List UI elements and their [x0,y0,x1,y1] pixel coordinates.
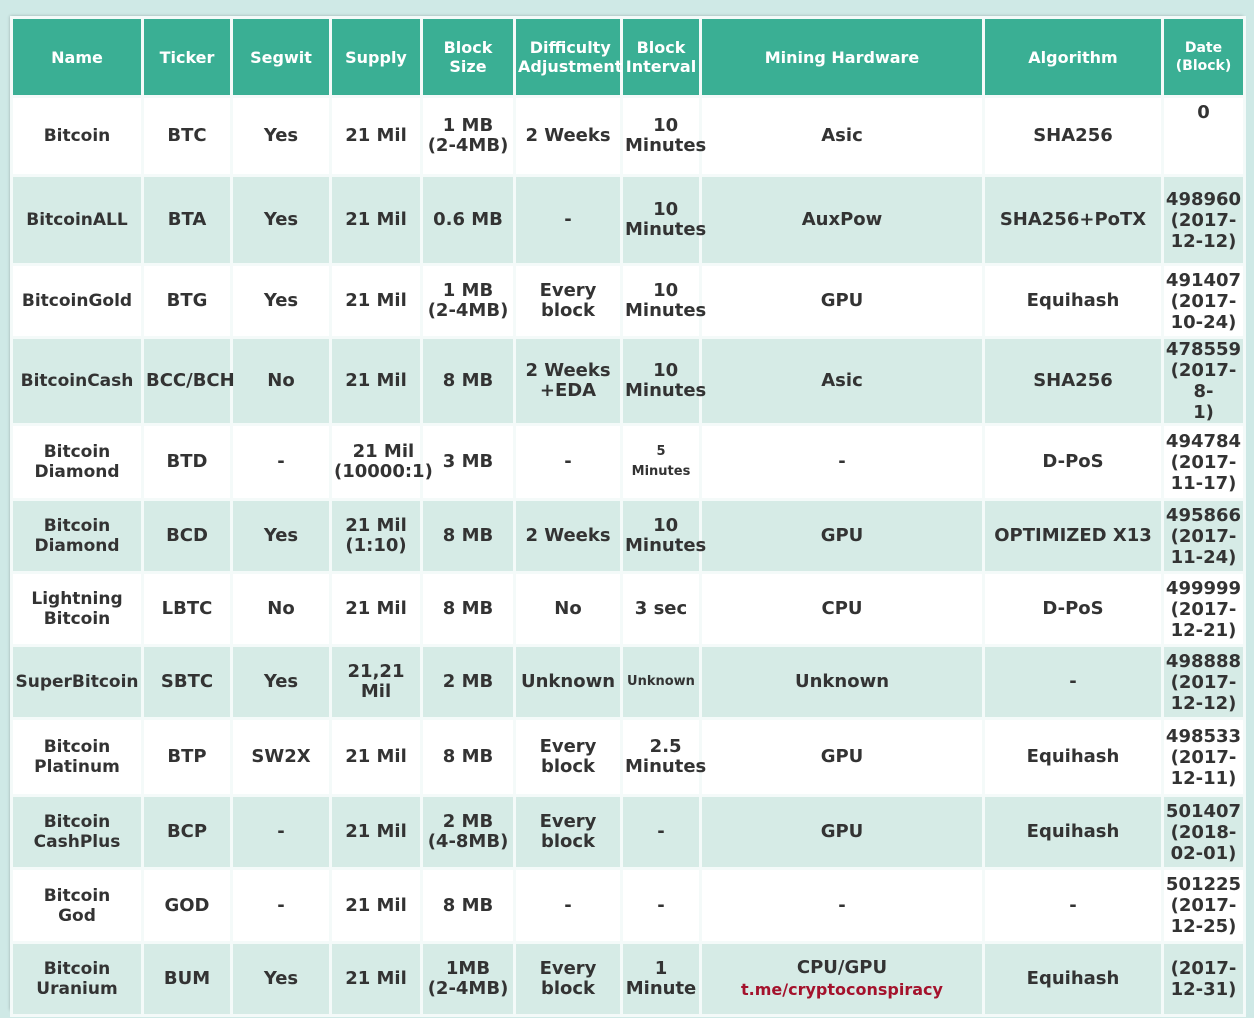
cell-date-block: 498533 (2017- 12-11) [1164,720,1243,794]
cell-block-interval: - [623,797,699,867]
cell-algorithm: D-PoS [985,426,1161,498]
cell-supply: 21 Mil [332,574,420,644]
table-row [13,720,1243,794]
cell-block-size: 2 MB [423,647,513,717]
cell-ticker: BTD [144,426,230,498]
cell-block-size: 2 MB (4-8MB) [423,797,513,867]
cell-date-block: 478559 (2017-8- 1) [1165,339,1242,423]
table-row [13,339,1243,423]
table-row [13,177,1243,263]
table-row [13,574,1243,644]
cell-block-interval: 1 Minute [623,944,699,1014]
cell-supply: 21 Mil (10000:1) [332,426,420,498]
header-supply: Supply [332,19,420,95]
table-frame [10,16,1243,1010]
cell-name: Bitcoin Uranium [13,944,141,1014]
bitcoin-forks-table [10,16,1246,1017]
cell-difficulty-adjustment: - [516,426,620,498]
cell-name: Bitcoin Platinum [13,720,141,794]
cell-difficulty-adjustment: Every block [516,266,620,336]
cell-mining-hardware: CPU [702,574,982,644]
cell-supply: 21 Mil [332,720,420,794]
cell-name: Bitcoin [13,98,141,174]
cell-ticker: BCD [144,501,230,571]
cell-block-interval: 3 sec [623,574,699,644]
cell-block-interval: 10 Minutes [623,177,699,263]
cell-difficulty-adjustment: Every block [516,797,620,867]
cell-segwit: - [233,797,329,867]
header-block-size: Block Size [423,19,513,95]
header-ticker: Ticker [144,19,230,95]
cell-segwit: Yes [233,501,329,571]
table-row [13,797,1243,867]
cell-mining-hardware: GPU [702,797,982,867]
cell-algorithm: - [985,647,1161,717]
cell-block-interval: 5 Minutes [623,426,699,498]
cell-block-size: 8 MB [423,501,513,571]
cell-algorithm: OPTIMIZED X13 [985,501,1161,571]
cell-algorithm: - [985,870,1161,941]
cell-ticker: BTC [144,98,230,174]
header-block-interval: Block Interval [623,19,699,95]
cell-mining-hardware: - [702,426,982,498]
table-row [13,501,1243,571]
cell-name: Bitcoin Diamond [13,426,141,498]
cell-date-block: 499999 (2017- 12-21) [1164,574,1243,644]
cell-mining-hardware: - [702,870,982,941]
header-segwit: Segwit [233,19,329,95]
cell-segwit: No [233,339,329,423]
cell-ticker: BUM [144,944,230,1014]
cell-block-interval: 10 Minutes [623,98,699,174]
cell-supply: 21 Mil [332,177,420,263]
header-row [13,19,1243,95]
cell-name: Lightning Bitcoin [13,574,141,644]
cell-segwit: - [233,870,329,941]
cell-date-block: (2017- 12-31) [1164,944,1243,1014]
cell-segwit: Yes [233,177,329,263]
cell-mining-hardware: Asic [702,339,982,423]
cell-algorithm: Equihash [985,720,1161,794]
cell-segwit: Yes [233,647,329,717]
cell-name: BitcoinALL [13,177,141,263]
header-algorithm: Algorithm [985,19,1161,95]
cell-supply: 21 Mil [332,339,420,423]
cell-algorithm: SHA256 [985,339,1161,423]
cell-difficulty-adjustment: Every block [516,944,620,1014]
header-date-block: Date (Block) [1164,19,1243,95]
cell-block-interval: 10 Minutes [623,339,699,423]
cell-difficulty-adjustment: Every block [516,720,620,794]
cell-name: Bitcoin Diamond [13,501,141,571]
cell-block-interval: 2.5 Minutes [623,720,699,794]
cell-ticker: LBTC [144,574,230,644]
cell-algorithm: Equihash [985,944,1161,1014]
cell-ticker: GOD [144,870,230,941]
cell-ticker: BCP [144,797,230,867]
cell-difficulty-adjustment: 2 Weeks +EDA [516,339,620,423]
table-row [13,944,1243,1014]
cell-block-size: 8 MB [423,574,513,644]
table-row [13,870,1243,941]
cell-date-block: 491407 (2017- 10-24) [1164,266,1243,336]
cell-difficulty-adjustment: 2 Weeks [516,98,620,174]
cell-ticker: BTP [144,720,230,794]
cell-date-block: 498960 (2017- 12-12) [1164,177,1243,263]
cell-date-block: 0 [1164,98,1243,174]
cell-segwit: Yes [233,98,329,174]
cell-date-block: 494784 (2017- 11-17) [1164,426,1243,498]
cell-difficulty-adjustment: 2 Weeks [516,501,620,571]
table-row [13,647,1243,717]
cell-algorithm: SHA256+PoTX [985,177,1161,263]
cell-name: SuperBitcoin [13,647,141,717]
cell-mining-hardware: Asic [702,98,982,174]
cell-supply: 21 Mil [332,266,420,336]
cell-mining-hardware: GPU [702,266,982,336]
cell-difficulty-adjustment: - [516,870,620,941]
cell-block-size: 1 MB (2-4MB) [423,266,513,336]
cell-supply: 21 Mil (1:10) [332,501,420,571]
cell-ticker: SBTC [144,647,230,717]
cell-mining-hardware: AuxPow [702,177,982,263]
cell-segwit: Yes [233,944,329,1014]
cell-segwit: No [233,574,329,644]
header-name: Name [13,19,141,95]
cell-supply: 21 Mil [332,870,420,941]
cell-algorithm: Equihash [985,797,1161,867]
cell-date-block: 501225 (2017- 12-25) [1164,870,1243,941]
cell-block-interval: 10 Minutes [623,501,699,571]
cell-block-interval: - [623,870,699,941]
cell-block-interval: Unknown [623,647,699,717]
watermark-text: t.me/cryptoconspiracy [741,980,943,999]
cell-mining-hardware: CPU/GPU t.me/cryptoconspiracy [702,944,982,1014]
cell-block-size: 1 MB (2-4MB) [423,98,513,174]
cell-mining-hardware: GPU [702,720,982,794]
cell-supply: 21 Mil [332,797,420,867]
cell-difficulty-adjustment: No [516,574,620,644]
cell-block-size: 8 MB [423,339,513,423]
cell-difficulty-adjustment: - [516,177,620,263]
cell-name: BitcoinGold [13,266,141,336]
table-row [13,426,1243,498]
cell-date-block: 495866 (2017- 11-24) [1164,501,1243,571]
cell-algorithm: D-PoS [985,574,1161,644]
cell-ticker: BCC/BCH [144,339,230,423]
cell-mining-hardware: Unknown [702,647,982,717]
cell-name: Bitcoin CashPlus [13,797,141,867]
cell-algorithm: Equihash [985,266,1161,336]
header-difficulty-adjustment: Difficulty Adjustment [516,19,620,95]
cell-block-size: 8 MB [423,720,513,794]
cell-block-size: 8 MB [423,870,513,941]
cell-segwit: Yes [233,266,329,336]
cell-difficulty-adjustment: Unknown [516,647,620,717]
cell-mining-hardware: GPU [702,501,982,571]
table-row [13,98,1243,174]
cell-supply: 21 Mil [332,98,420,174]
table-row [13,266,1243,336]
cell-supply: 21,21 Mil [332,647,420,717]
cell-supply: 21 Mil [332,944,420,1014]
cell-date-block: 501407 (2018- 02-01) [1164,797,1243,867]
cell-name: BitcoinCash [13,339,141,423]
cell-block-interval: 10 Minutes [623,266,699,336]
header-mining-hardware: Mining Hardware [702,19,982,95]
cell-ticker: BTG [144,266,230,336]
cell-block-size: 3 MB [423,426,513,498]
cell-block-size: 0.6 MB [423,177,513,263]
cell-segwit: SW2X [233,720,329,794]
cell-name: Bitcoin God [13,870,141,941]
cell-algorithm: SHA256 [985,98,1161,174]
cell-block-size: 1MB (2-4MB) [423,944,513,1014]
cell-ticker: BTA [144,177,230,263]
cell-date-block: 498888 (2017- 12-12) [1164,647,1243,717]
cell-segwit: - [233,426,329,498]
